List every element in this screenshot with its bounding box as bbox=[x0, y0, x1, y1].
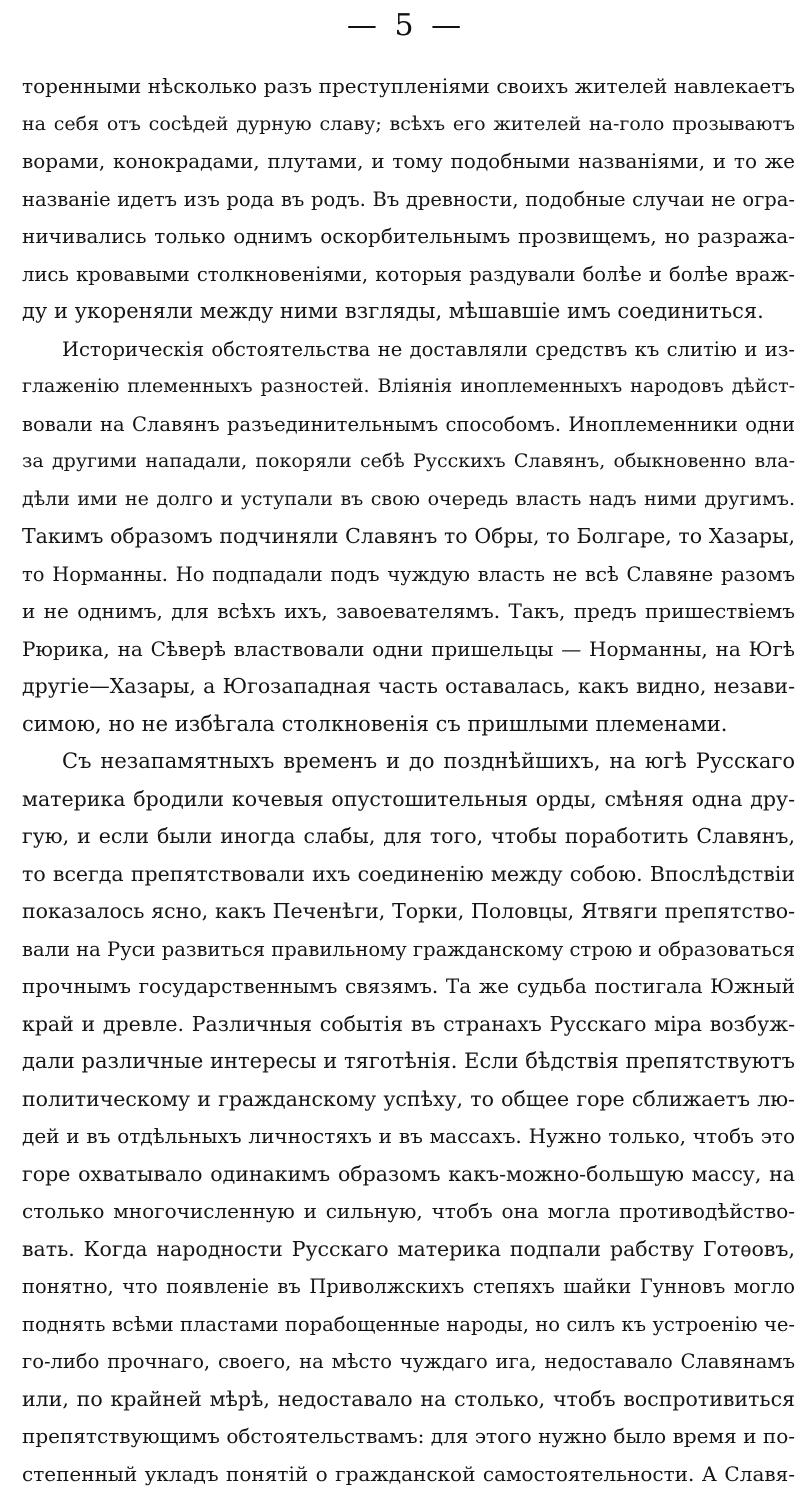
text-line: Рюрика, на Сѣверѣ властвовали одни пришельцы — Норманны, на Югѣ bbox=[22, 631, 795, 669]
text-line: прочнымъ государственнымъ связямъ. Та же судьба постигала Южный bbox=[22, 968, 795, 1006]
text-line: то Норманны. Но подпадали подъ чуждую власть не всѣ Славяне разомъ bbox=[22, 556, 795, 594]
text-line: горе охватывало одинакимъ образомъ какъ-можно-большую массу, на bbox=[22, 1156, 795, 1194]
text-line: ничивались только однимъ оскорбительнымъ прозвищемъ, но разража- bbox=[22, 218, 795, 256]
text-line: вать. Когда народности Русскаго материка подпали рабству Готѳовъ, bbox=[22, 1231, 795, 1269]
text-line: симою, но не избѣгала столкновенiя съ пришлыми племенами. bbox=[22, 706, 795, 744]
text-line: показалось ясно, какъ Печенѣги, Торки, Половцы, Ятвяги препятство- bbox=[22, 893, 795, 931]
text-line: вали на Руси развиться правильному гражданскому строю и образоваться bbox=[22, 931, 795, 969]
paragraph-1 bbox=[22, 68, 795, 331]
text-line: торенными нѣсколько разъ преступленiями своихъ жителей навлекаетъ bbox=[22, 68, 795, 106]
text-line: поднять всѣми пластами порабощенные народы, но силъ къ устроенiю че- bbox=[22, 1306, 795, 1344]
text-line: край и древле. Различныя событiя въ странахъ Русскаго мiра возбуж- bbox=[22, 1006, 795, 1044]
text-line: вовали на Славянъ разъединительнымъ способомъ. Иноплеменники одни bbox=[22, 406, 795, 444]
text-line: политическому и гражданскому успѣху, то общее горе сближаетъ лю- bbox=[22, 1081, 795, 1119]
text-line: препятствующимъ обстоятельствамъ: для этого нужно было время и по- bbox=[22, 1418, 795, 1456]
text-line: го-либо прочнаго, своего, на мѣсто чуждаго ига, недоставало Славянамъ bbox=[22, 1343, 795, 1381]
text-line: и не однимъ, для всѣхъ ихъ, завоевателямъ. Такъ, предъ пришествiемъ bbox=[22, 593, 795, 631]
text-line: степенный укладъ понятiй о гражданской самостоятельности. А Славя- bbox=[22, 1456, 795, 1493]
text-line: или, по крайней мѣрѣ, недоставало на столько, чтобъ воспротивиться bbox=[22, 1381, 795, 1419]
text-line: дѣли ими не долго и уступали въ свою очередь власть надъ ними другимъ. bbox=[22, 481, 795, 519]
text-line: дали различные интересы и тяготѣнiя. Если бѣдствiя препятствуютъ bbox=[22, 1043, 795, 1081]
text-line: дей и въ отдѣльныхъ личностяхъ и въ массахъ. Нужно только, чтобъ это bbox=[22, 1118, 795, 1156]
text-line: Такимъ образомъ подчиняли Славянъ то Обры, то Болгаре, то Хазары, bbox=[22, 518, 795, 556]
text-line: ду и укореняли между ними взгляды, мѣшавшiе имъ соединиться. bbox=[22, 293, 795, 331]
paragraph-3 bbox=[22, 743, 795, 1493]
text-line: на себя отъ сосѣдей дурную славу; всѣхъ его жителей на-голо прозываютъ bbox=[22, 106, 795, 144]
text-line: столько многочисленную и сильную, чтобъ она могла противодѣйство- bbox=[22, 1193, 795, 1231]
text-line: названiе идетъ изъ рода въ родъ. Въ древности, подобные случаи не огра- bbox=[22, 181, 795, 219]
body-text bbox=[22, 68, 795, 1493]
text-line: Историческiя обстоятельства не доставляли средствъ къ слитiю и из- bbox=[22, 331, 795, 369]
text-line: глаженiю племенныхъ разностей. Влiянiя иноплеменныхъ народовъ дѣйст- bbox=[22, 368, 795, 406]
page-number: — 5 — bbox=[0, 4, 812, 48]
text-line: за другими нападали, покоряли себѣ Русскихъ Славянъ, обыкновенно вла- bbox=[22, 443, 795, 481]
text-line: понятно, что появленiе въ Приволжскихъ степяхъ шайки Гунновъ могло bbox=[22, 1268, 795, 1306]
text-line: другiе—Хазары, а Югозападная часть оставалась, какъ видно, незави- bbox=[22, 668, 795, 706]
paragraph-2 bbox=[22, 331, 795, 744]
text-line: Съ незапамятныхъ временъ и до позднѣйшихъ, на югѣ Русскаго bbox=[22, 743, 795, 781]
text-line: лись кровавыми столкновенiями, которыя раздували болѣе и болѣе враж- bbox=[22, 256, 795, 294]
text-line: ворами, конокрадами, плутами, и тому подобными названiями, и то же bbox=[22, 143, 795, 181]
text-line: материка бродили кочевыя опустошительныя орды, смѣняя одна дру- bbox=[22, 781, 795, 819]
text-line: гую, и если были иногда слабы, для того, чтобы поработить Славянъ, bbox=[22, 818, 795, 856]
text-line: то всегда препятствовали ихъ соединенiю между собою. Впослѣдствiи bbox=[22, 856, 795, 894]
